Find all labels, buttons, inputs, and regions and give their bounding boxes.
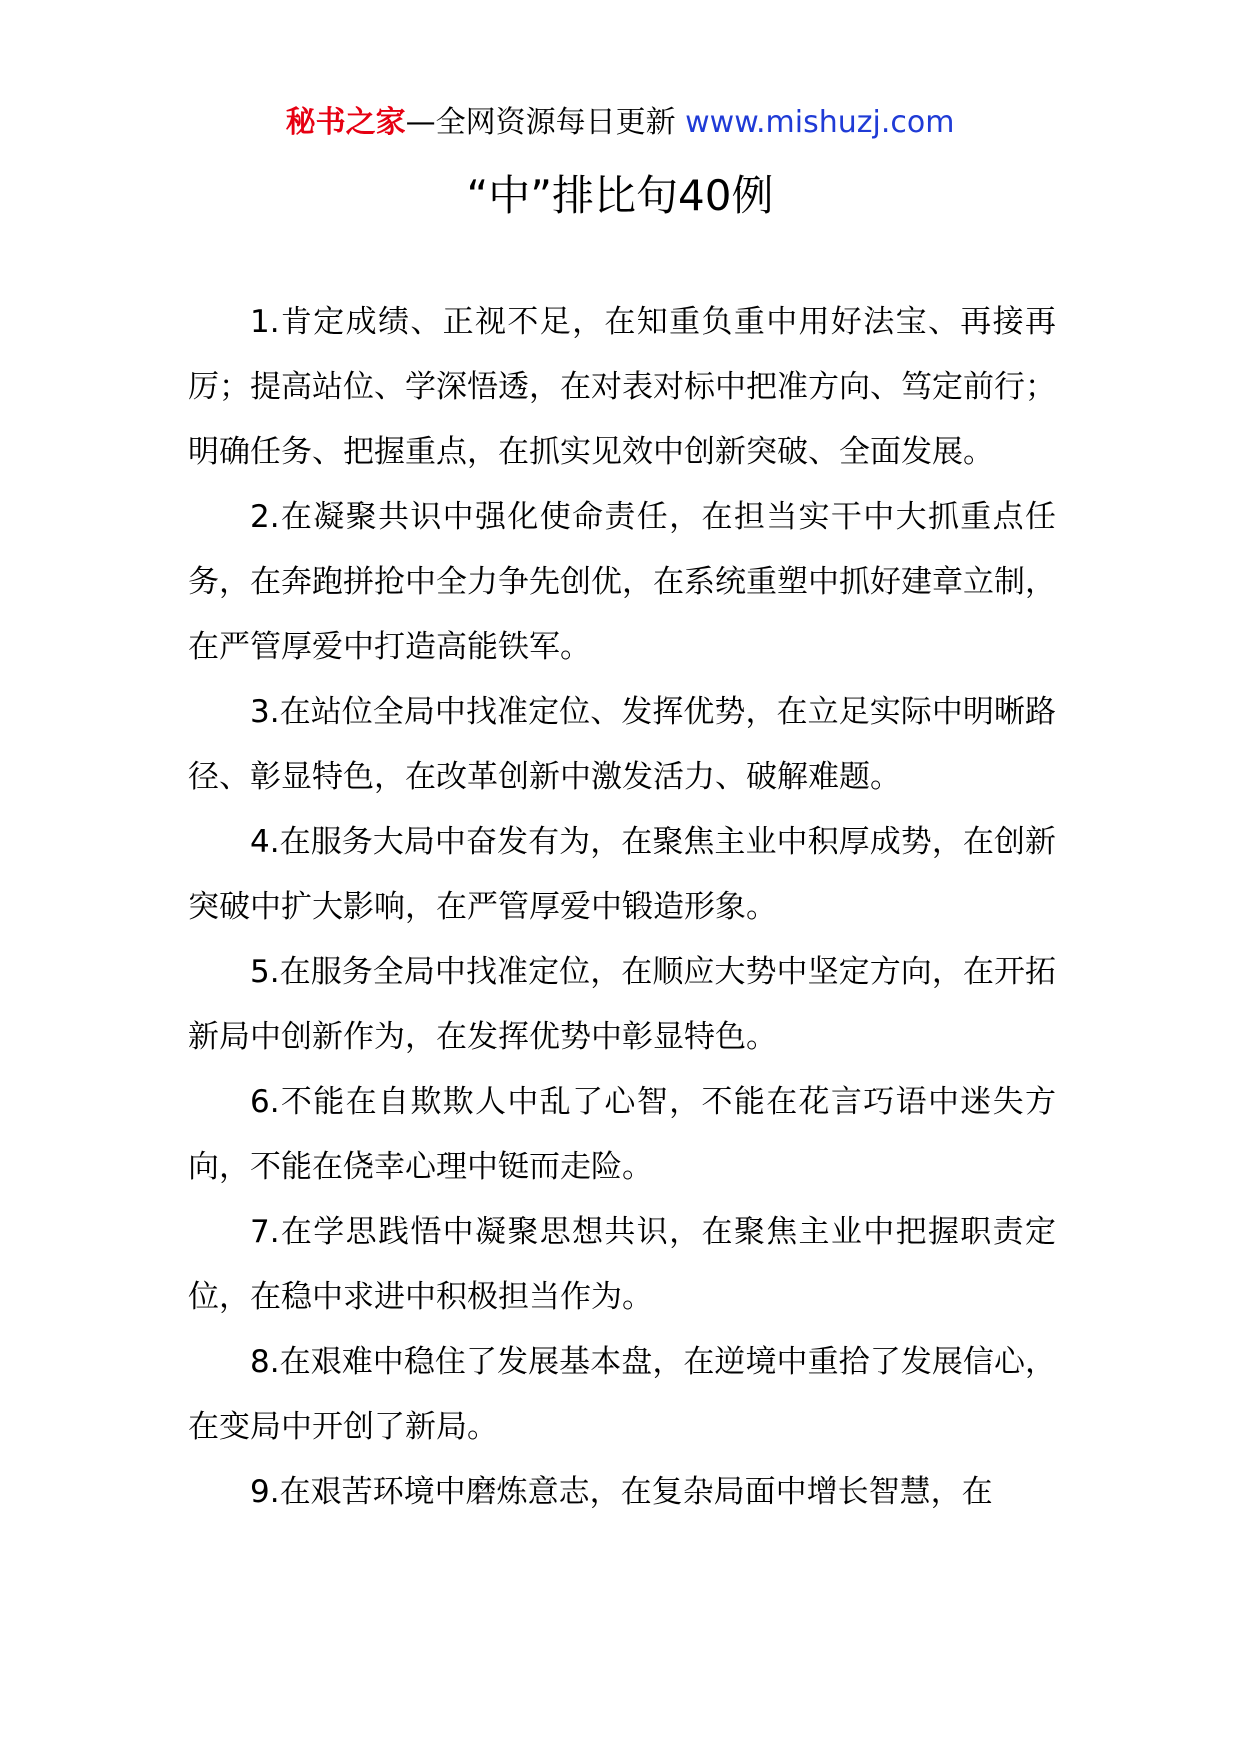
watermark-header [0,98,1240,148]
paragraph-6: 6.不能在自欺欺人中乱了心智，不能在花言巧语中迷失方向，不能在侥幸心理中铤而走险。 [188,1084,1056,1185]
paragraph-2: 2.在凝聚共识中强化使命责任，在担当实干中大抓重点任务，在奔跑拼抢中全力争先创优，在系统重塑中抓好建章立制，在严管厚爱中打造高能铁军。 [188,499,1056,665]
brand-name: 秘书之家 [285,105,406,140]
paragraph-3: 3.在站位全局中找准定位、发挥优势，在立足实际中明晰路径、彰显特色，在改革创新中激发活力、破解难题。 [188,694,1056,795]
document-title: “中”排比句40例 [466,171,774,220]
brand-slogan: —全网资源每日更新 [405,105,676,140]
paragraph-5: 5.在服务全局中找准定位，在顺应大势中坚定方向，在开拓新局中创新作为，在发挥优势中彰显特色。 [188,954,1056,1055]
paragraph-1: 1.肯定成绩、正视不足，在知重负重中用好法宝、再接再厉；提高站位、学深悟透，在对表对标中把准方向、笃定前行；明确任务、把握重点，在抓实见效中创新突破、全面发展。 [188,304,1056,470]
paragraph-4: 4.在服务大局中奋发有为，在聚焦主业中积厚成势，在创新突破中扩大影响，在严管厚爱中锻造形象。 [188,824,1056,925]
paragraph-8: 8.在艰难中稳住了发展基本盘，在逆境中重拾了发展信心，在变局中开创了新局。 [188,1344,1056,1445]
brand-url[interactable]: www.mishuzj.com [685,105,955,140]
document-body [188,290,1056,1525]
paragraph-7: 7.在学思践悟中凝聚思想共识，在聚焦主业中把握职责定位，在稳中求进中积极担当作为。 [188,1214,1056,1315]
paragraph-9: 9.在艰苦环境中磨炼意志，在复杂局面中增长智慧，在 [250,1474,993,1510]
